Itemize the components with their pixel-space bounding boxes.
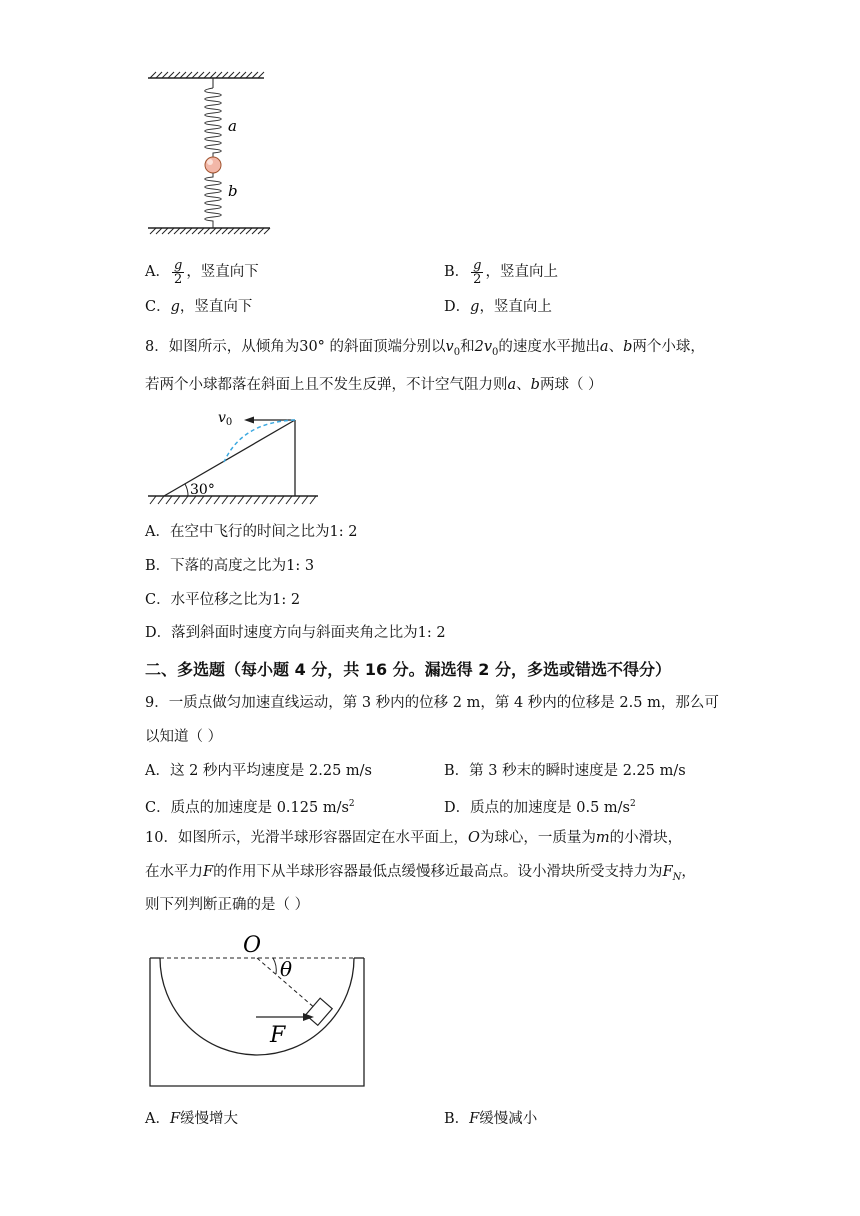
spring-a-label: a — [228, 117, 237, 135]
v0-label: $v_0$ — [218, 410, 233, 428]
q9-stem-line1: 9．一质点做匀加速直线运动，第 3 秒内的位移 2 m，第 4 秒内的位移是 2.5 m，那么可 — [145, 695, 719, 711]
hemisphere-bowl-figure — [146, 928, 370, 1092]
q8-option-c: C．水平位移之比为1: 2 — [145, 592, 301, 608]
force-f-label: F — [270, 1023, 286, 1048]
q10-stem-line2: 在水平力F的作用下从半球形容器最低点缓慢移近最高点。设小滑块所受支持力为$F_N$， — [145, 864, 696, 883]
q8-option-b: B．下落的高度之比为1: 3 — [145, 558, 315, 574]
theta-label: θ — [280, 957, 293, 981]
q7-option-b-fraction: $\frac{g}{2}$ — [473, 257, 482, 287]
q9-option-a: A．这 2 秒内平均速度是 2.25 m/s — [145, 763, 372, 779]
q8-stem-line1: 8．如图所示，从倾角为30° 的斜面顶端分别以$v_0$和$2v_0$的速度水平抛出a、b两个小球， — [145, 339, 705, 358]
q9-option-d: D．质点的加速度是 0.5 $m/s^2$ — [444, 799, 636, 816]
q8-option-a: A．在空中飞行的时间之比为1: 2 — [145, 524, 358, 540]
section-2-heading: 二、多选题（每小题 4 分，共 16 分。漏选得 2 分，多选或错选不得分） — [145, 660, 671, 679]
q10-option-a: A．F缓慢增大 — [145, 1111, 239, 1127]
q7-option-c: C．g，竖直向下 — [145, 299, 253, 315]
center-o-label: O — [243, 933, 262, 958]
q10-stem-line1: 10．如图所示，光滑半球形容器固定在水平面上，O为球心，一质量为m的小滑块， — [145, 830, 683, 846]
q10-stem-line3: 则下列判断正确的是（ ） — [145, 897, 310, 913]
q10-option-b: B．F缓慢减小 — [444, 1111, 538, 1127]
spring-b-label: b — [228, 182, 238, 200]
q8-option-d: D．落到斜面时速度方向与斜面夹角之比为1: 2 — [145, 625, 446, 641]
q7-option-b: B． $\frac{g}{2}$ ，竖直向上 — [444, 257, 558, 287]
incline-projectile-figure — [146, 404, 326, 508]
q7-option-d: D．g，竖直向上 — [444, 299, 552, 315]
q9-option-c: C．质点的加速度是 0.125 $m/s^2$ — [145, 799, 355, 816]
spring-ball-figure — [140, 68, 280, 240]
q7-option-a: A． $\frac{g}{2}$ ，竖直向下 — [145, 257, 259, 287]
incline-angle-label: 30° — [190, 482, 215, 498]
q9-option-b: B．第 3 秒末的瞬时速度是 2.25 m/s — [444, 763, 686, 779]
q9-stem-line2: 以知道（ ） — [145, 729, 223, 745]
q8-stem-line2: 若两个小球都落在斜面上且不发生反弹，不计空气阻力则a、b两球（ ） — [145, 377, 603, 393]
q7-option-a-fraction: $\frac{g}{2}$ — [173, 257, 183, 287]
